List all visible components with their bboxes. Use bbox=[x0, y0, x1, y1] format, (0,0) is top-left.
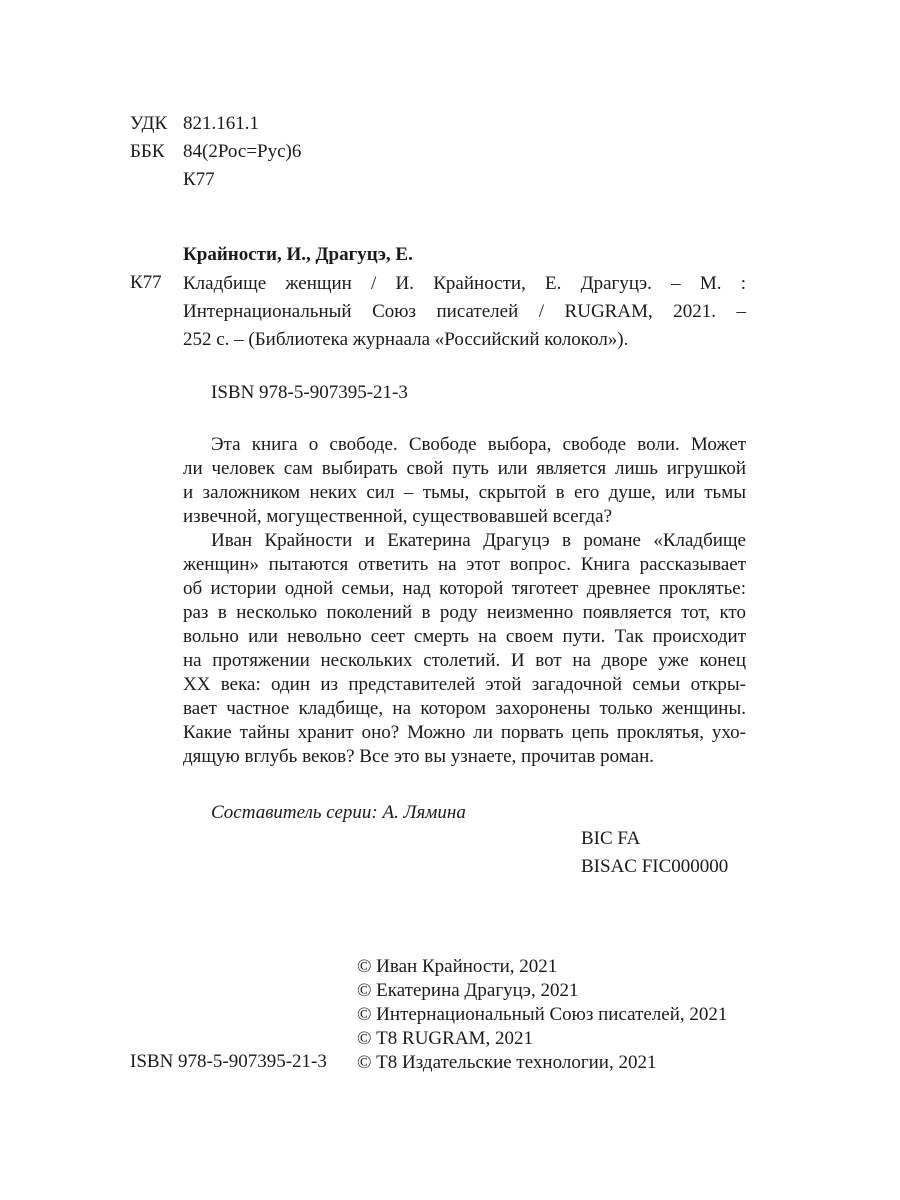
annotation-line: Иван Крайности и Екатерина Драгуцэ в романе «Кладбище bbox=[211, 530, 746, 551]
bibliographic-line: Кладбище женщин / И. Крайности, Е. Драгуцэ. – М. : bbox=[183, 273, 746, 294]
annotation-line: и заложником неких сил – тьмы, скрытой в его душе, или тьмы bbox=[183, 482, 746, 503]
annotation-line: дящую вглубь веков? Все это вы узнаете, прочитав роман. bbox=[183, 746, 655, 767]
author-mark: К77 bbox=[183, 169, 215, 190]
bibliographic-description bbox=[183, 270, 746, 354]
bbk-label: ББК bbox=[130, 141, 165, 162]
copyright-line: © Т8 Издательские технологии, 2021 bbox=[357, 1052, 657, 1073]
copyright-line: © Т8 RUGRAM, 2021 bbox=[357, 1028, 533, 1049]
copyright-line: © Иван Крайности, 2021 bbox=[357, 956, 558, 977]
annotation-line: вает частное кладбище, на котором захоронены только женщины. bbox=[183, 698, 746, 719]
bibliographic-line: 252 с. – (Библиотека журнаала «Российский колокол»). bbox=[183, 329, 629, 350]
annotation-paragraph-2 bbox=[183, 529, 746, 769]
udk-value: 821.161.1 bbox=[183, 113, 259, 134]
catalog-mark: К77 bbox=[130, 272, 162, 293]
annotation-line: извечной, могущественной, существовавшей всегда? bbox=[183, 506, 613, 527]
udk-label: УДК bbox=[130, 113, 168, 134]
isbn-bottom: ISBN 978-5-907395-21-3 bbox=[130, 1051, 327, 1072]
bisac-code: BISAC FIC000000 bbox=[581, 856, 729, 877]
bibliographic-line: Интернациональный Союз писателей / RUGRAM, 2021. – bbox=[183, 301, 746, 322]
copyright-block bbox=[357, 955, 727, 1075]
bic-code: BIC FA bbox=[581, 828, 641, 849]
annotation-line: ли человек сам выбирать свой путь или является лишь игрушкой bbox=[183, 458, 746, 479]
annotation-line: раз в несколько поколений в роду неизменно появляется тот, кто bbox=[183, 602, 746, 623]
annotation-paragraph-1 bbox=[183, 433, 746, 529]
annotation-line: XX века: один из представителей этой загадочной семьи откры- bbox=[183, 674, 746, 695]
series-compiler: Составитель серии: А. Лямина bbox=[211, 802, 466, 823]
annotation-line: об истории одной семьи, над которой тяготеет древнее проклятье: bbox=[183, 578, 746, 599]
annotation-line: женщин» пытаются ответить на этот вопрос. Книга рассказывает bbox=[183, 554, 746, 575]
annotation-line: Какие тайны хранит оно? Можно ли порвать цепь проклятья, ухо- bbox=[183, 722, 746, 743]
bbk-value: 84(2Рос=Рус)6 bbox=[183, 141, 302, 162]
annotation-line: Эта книга о свободе. Свободе выбора, свободе воли. Может bbox=[211, 434, 746, 455]
isbn-main: ISBN 978-5-907395-21-3 bbox=[211, 382, 408, 403]
annotation-line: вольно или невольно сеет смерть на своем пути. Так происходит bbox=[183, 626, 746, 647]
authors-heading: Крайности, И., Драгуцэ, Е. bbox=[183, 244, 413, 265]
annotation-line: на протяжении нескольких столетий. И вот на дворе уже конец bbox=[183, 650, 746, 671]
copyright-line: © Екатерина Драгуцэ, 2021 bbox=[357, 980, 579, 1001]
copyright-line: © Интернациональный Союз писателей, 2021 bbox=[357, 1004, 728, 1025]
